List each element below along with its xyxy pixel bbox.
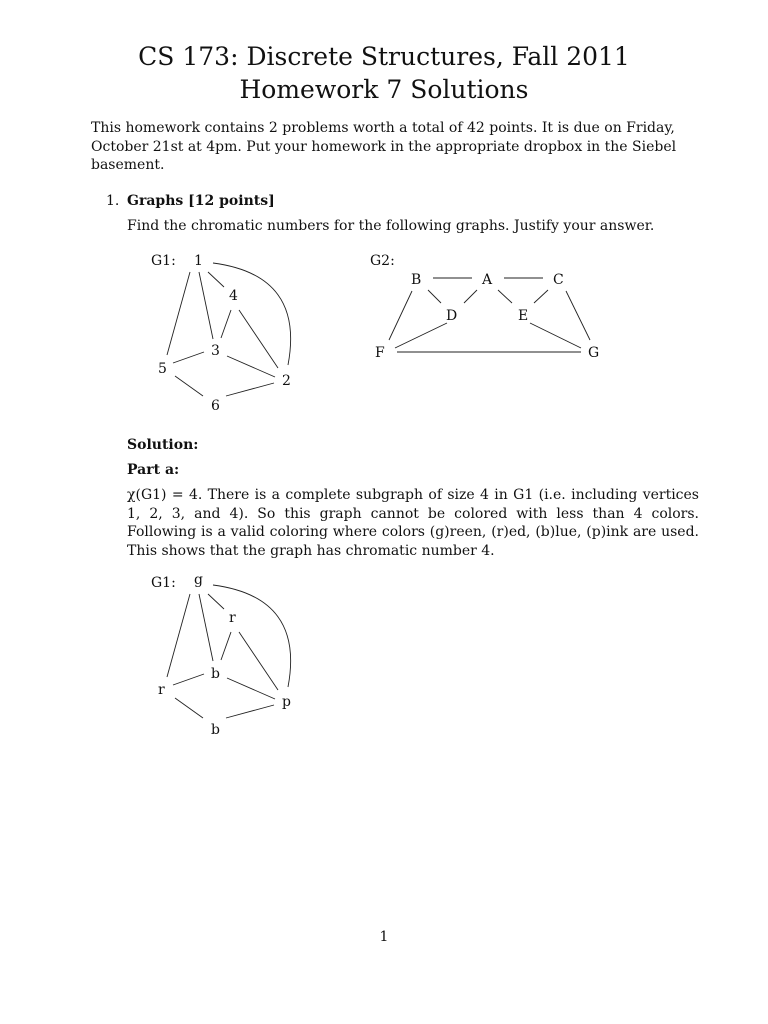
- g1-edge-1-3: [199, 272, 213, 339]
- gc-vertex-4: r: [229, 610, 236, 626]
- gc-edge-3-2: [227, 678, 275, 699]
- g2-edge-b-f: [389, 291, 412, 340]
- g2-vertex-a: A: [482, 272, 493, 288]
- gc-edge-4-2: [239, 632, 278, 690]
- solution-heading: Solution:: [127, 437, 199, 453]
- g1-vertex-5: 5: [158, 361, 167, 377]
- g2-vertex-e: E: [518, 308, 529, 324]
- g1-edge-3-5: [173, 352, 204, 363]
- gc-edge-5-6: [175, 698, 203, 718]
- gc-edge-3-5: [173, 674, 204, 685]
- g1-edge-1-5: [167, 272, 190, 355]
- g2-edge-b-d: [428, 290, 441, 303]
- gc-edge-1-5: [167, 594, 190, 677]
- graph-g1-colored: [151, 572, 291, 738]
- g1-edge-6-2: [226, 383, 274, 396]
- g2-edge-c-g: [566, 291, 590, 340]
- problem-number: 1.: [106, 193, 120, 209]
- part-a-heading: Part a:: [127, 462, 180, 478]
- gc-edge-4-3: [221, 632, 231, 660]
- graph-g2: [370, 253, 599, 361]
- g1-vertex-6: 6: [211, 398, 220, 414]
- gc-edge-6-2: [226, 705, 274, 718]
- g2-vertex-b: B: [411, 272, 422, 288]
- g1-vertex-4: 4: [229, 288, 238, 304]
- gc-vertex-3: b: [211, 666, 220, 682]
- page-number: 1: [379, 929, 389, 945]
- g2-vertex-c: C: [553, 272, 564, 288]
- g1-vertex-2: 2: [282, 373, 291, 389]
- g1-edge-1-4: [208, 272, 224, 287]
- g1-label: G1:: [151, 253, 176, 269]
- g2-edge-c-e: [534, 290, 548, 303]
- part-a-text: χ(G1) = 4. There is a complete subgraph of size 4 in G1 (i.e. including vertices 1, 2, 3, and 4). So this graph cannot be colored with less than 4 colors. Following is a valid coloring where colors (g)reen, (r)ed, (b)lue, (p)ink are used. This shows that the graph has chromatic number 4.: [127, 487, 699, 559]
- intro-paragraph: This homework contains 2 problems worth a total of 42 points. It is due on Friday, October 21st at 4pm. Put your homework in the appropriate dropbox in the Siebel basement.: [91, 120, 677, 173]
- gc-edge-1-2: [213, 585, 291, 687]
- g2-vertex-f: F: [375, 345, 385, 361]
- gc-vertex-6: b: [211, 722, 220, 738]
- g1-vertex-1: 1: [194, 253, 203, 269]
- g2-edge-f-d: [395, 323, 447, 348]
- g2-edge-e-g: [530, 323, 581, 348]
- gc-edge-1-4: [208, 594, 224, 609]
- g1-edge-4-2: [239, 310, 278, 368]
- problem-instruction: Find the chromatic numbers for the following graphs. Justify your answer.: [127, 218, 655, 234]
- g2-vertex-g: G: [588, 345, 600, 361]
- gc-label: G1:: [151, 575, 176, 591]
- g1-edge-5-6: [175, 376, 203, 396]
- gc-vertex-5: r: [158, 682, 165, 698]
- page-title-line1: CS 173: Discrete Structures, Fall 2011: [138, 42, 630, 71]
- g2-vertex-d: D: [446, 308, 458, 324]
- g1-edge-4-3: [221, 310, 231, 338]
- problem-title-text: Graphs: [127, 193, 184, 209]
- gc-vertex-1: g: [194, 572, 203, 588]
- g2-label: G2:: [370, 253, 395, 269]
- graph-g1: [151, 253, 291, 414]
- gc-vertex-2: p: [282, 694, 291, 710]
- g1-edge-3-2: [227, 356, 275, 377]
- problem-points: [12 points]: [188, 193, 275, 209]
- g1-edge-1-2: [213, 263, 291, 365]
- gc-edge-1-3: [199, 594, 213, 661]
- g2-edge-a-e: [498, 290, 512, 303]
- page-title-line2: Homework 7 Solutions: [239, 75, 529, 104]
- g2-edge-a-d: [464, 290, 477, 303]
- g1-vertex-3: 3: [211, 343, 220, 359]
